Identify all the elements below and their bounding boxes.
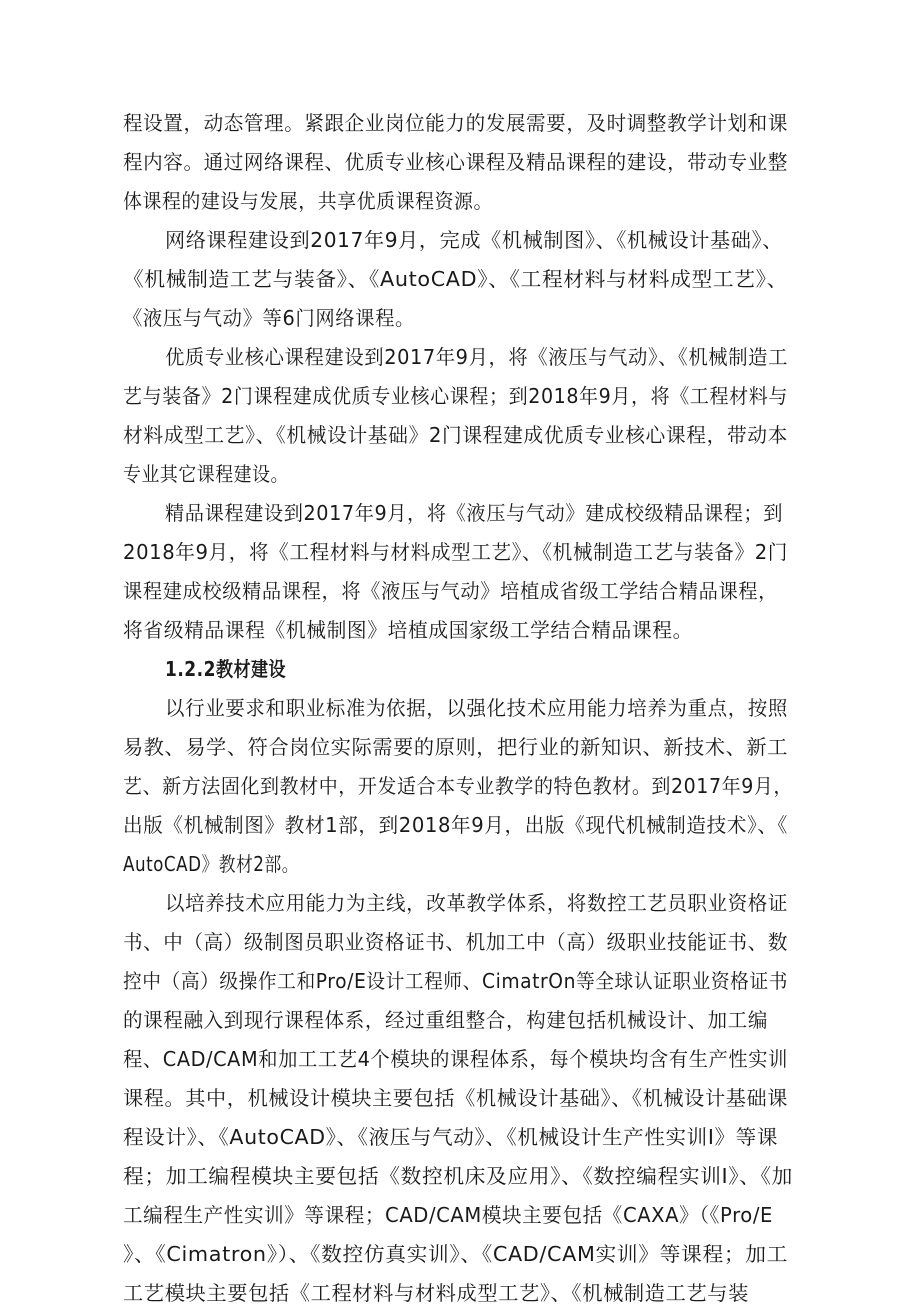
text-line: 材料成型工艺》、《机械设计基础》2门课程建成优质专业核心课程，带动本 [123, 423, 788, 447]
text-line: 控中（高）级操作工和Pro/E设计工程师、CimatrOn等全球认证职业资格证书 [123, 969, 788, 993]
text-line: 工编程生产性实训》等课程；CAD/CAM模块主要包括《CAXA》（《Pro/E [123, 1203, 773, 1227]
text-line: 的课程融入到现行课程体系，经过重组整合，构建包括机械设计、加工编 [123, 1008, 768, 1032]
text-line: AutoCAD》教材2部。 [123, 852, 299, 876]
text-line: 程；加工编程模块主要包括《数控机床及应用》、《数控编程实训I》、《加 [123, 1164, 793, 1188]
text-line: 出版《机械制图》教材1部，到2018年9月，出版《现代机械制造技术》、《 [123, 813, 788, 837]
text-line: 将省级精品课程《机械制图》培植成国家级工学结合精品课程。 [123, 618, 693, 642]
text-line: 》、《Cimatron》）、《数控仿真实训》、《CAD/CAM实训》等课程；加工 [123, 1242, 788, 1266]
text-line: 程设置，动态管理。紧跟企业岗位能力的发展需要，及时调整教学计划和课 [123, 111, 788, 135]
text-line: 体课程的建设与发展，共享优质课程资源。 [123, 189, 493, 213]
text-line: 《液压与气动》等6门网络课程。 [123, 306, 415, 330]
text-line: 工艺模块主要包括《工程材料与材料成型工艺》、《机械制造工艺与装 [123, 1281, 749, 1305]
text-line: 程内容。通过网络课程、优质专业核心课程及精品课程的建设，带动专业整 [123, 150, 788, 174]
text-line: 课程。其中，机械设计模块主要包括《机械设计基础》、《机械设计基础课 [123, 1086, 788, 1110]
text-line: 2018年9月，将《工程材料与材料成型工艺》、《机械制造工艺与装备》2门 [123, 540, 788, 564]
text-line: 网络课程建设到2017年9月，完成《机械制图》、《机械设计基础》、 [165, 228, 783, 252]
text-line: 艺、新方法固化到教材中，开发适合本专业教学的特色教材。到2017年9月， [123, 774, 793, 798]
text-line: 程、CAD/CAM和加工工艺4个模块的课程体系，每个模块均含有生产性实训 [123, 1047, 788, 1071]
text-line: 以行业要求和职业标准为依据，以强化技术应用能力培养为重点，按照 [165, 696, 788, 720]
text-line: 程设计》、《AutoCAD》、《液压与气动》、《机械设计生产性实训I》等课 [123, 1125, 778, 1149]
text-line: 《机械制造工艺与装备》、《AutoCAD》、《工程材料与材料成型工艺》、 [123, 267, 788, 291]
text-line: 优质专业核心课程建设到2017年9月，将《液压与气动》、《机械制造工 [165, 345, 788, 369]
text-line: 艺与装备》2门课程建成优质专业核心课程；到2018年9月，将《工程材料与 [123, 384, 788, 408]
text-line: 专业其它课程建设。 [123, 462, 289, 486]
text-line: 易教、易学、符合岗位实际需要的原则，把行业的新知识、新技术、新工 [123, 735, 788, 759]
text-line: 以培养技术应用能力为主线，改革教学体系，将数控工艺员职业资格证 [165, 891, 788, 915]
section-heading: 1.2.2教材建设 [165, 657, 286, 681]
text-line: 精品课程建设到2017年9月，将《液压与气动》建成校级精品课程；到 [165, 501, 783, 525]
text-line: 书、中（高）级制图员职业资格证书、机加工中（高）级职业技能证书、数 [123, 930, 788, 954]
text-line: 课程建成校级精品课程，将《液压与气动》培植成省级工学结合精品课程， [123, 579, 778, 603]
